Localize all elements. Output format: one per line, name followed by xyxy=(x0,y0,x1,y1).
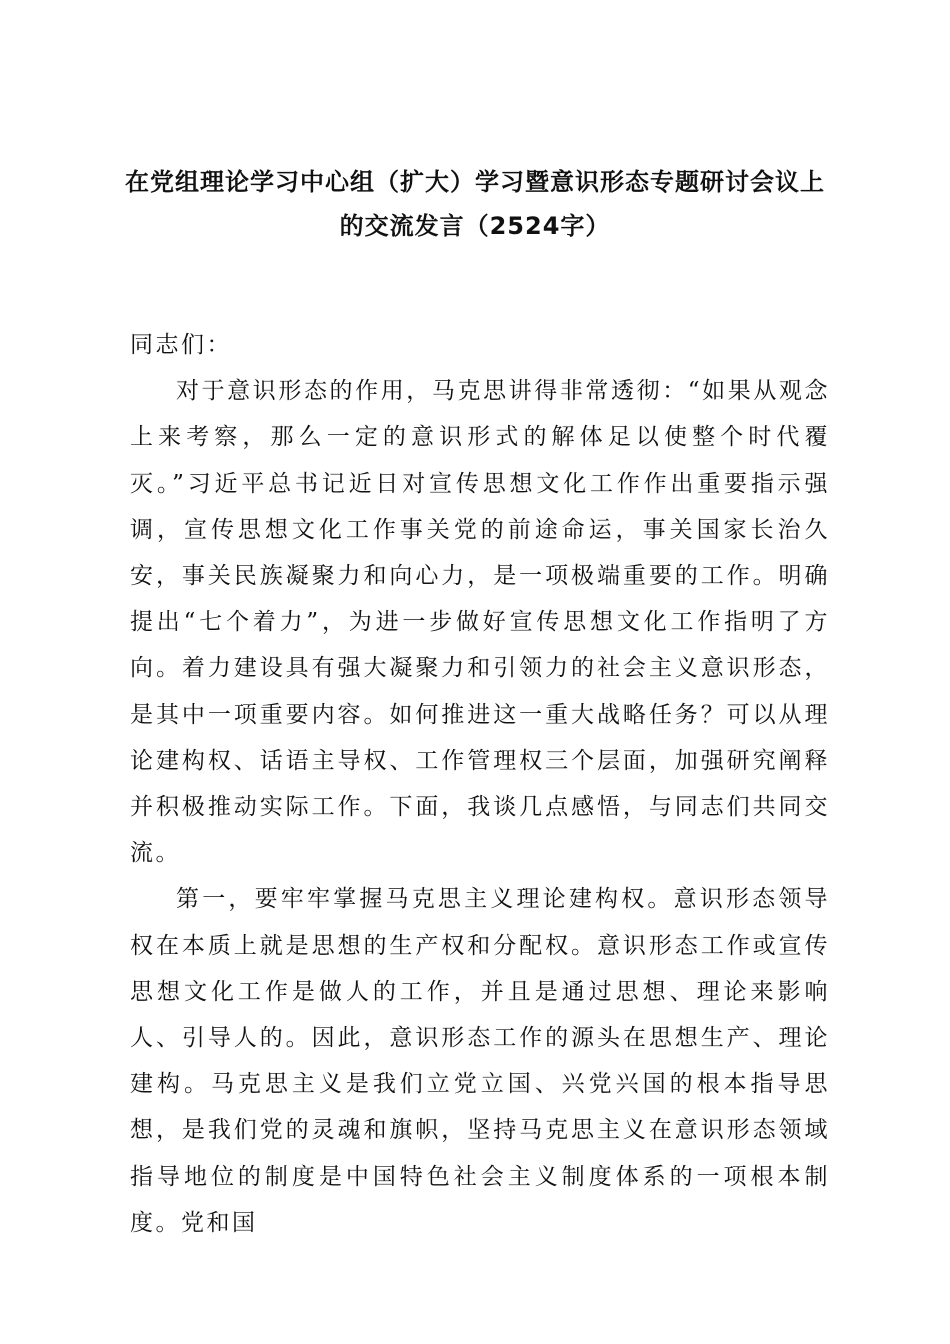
salutation: 同志们： xyxy=(130,332,232,358)
document-body xyxy=(130,322,830,1246)
document-title xyxy=(110,160,840,248)
paragraph-first-point: 第一，要牢牢掌握马克思主义理论建构权。意识形态领导权在本质上就是思想的生产权和分配权。意识形态工作或宣传思想文化工作是做人的工作，并且是通过思想、理论来影响人、引导人的。因此，意识形态工作的源头在思想生产、理论建构。马克思主义是我们立党立国、兴党兴国的根本指导思想，是我们党的灵魂和旗帜，坚持马克思主义在意识形态领域指导地位的制度是中国特色社会主义制度体系的一项根本制度。党和国 xyxy=(130,886,830,1236)
title-line-1: 在党组理论学习中心组（扩大）学习暨意识形态专题研讨会议上 xyxy=(125,168,825,196)
title-line-2: 的交流发言（2524字） xyxy=(339,212,611,240)
paragraph-intro: 对于意识形态的作用，马克思讲得非常透彻：“如果从观念上来考察，那么一定的意识形式的解体足以使整个时代覆灭。”习近平总书记近日对宣传思想文化工作作出重要指示强调，宣传思想文化工作事关党的前途命运，事关国家长治久安，事关民族凝聚力和向心力，是一项极端重要的工作。明确提出“七个着力”，为进一步做好宣传思想文化工作指明了方向。着力建设具有强大凝聚力和引领力的社会主义意识形态，是其中一项重要内容。如何推进这一重大战略任务？可以从理论建构权、话语主导权、工作管理权三个层面，加强研究阐释并积极推动实际工作。下面，我谈几点感悟，与同志们共同交流。 xyxy=(130,378,830,867)
